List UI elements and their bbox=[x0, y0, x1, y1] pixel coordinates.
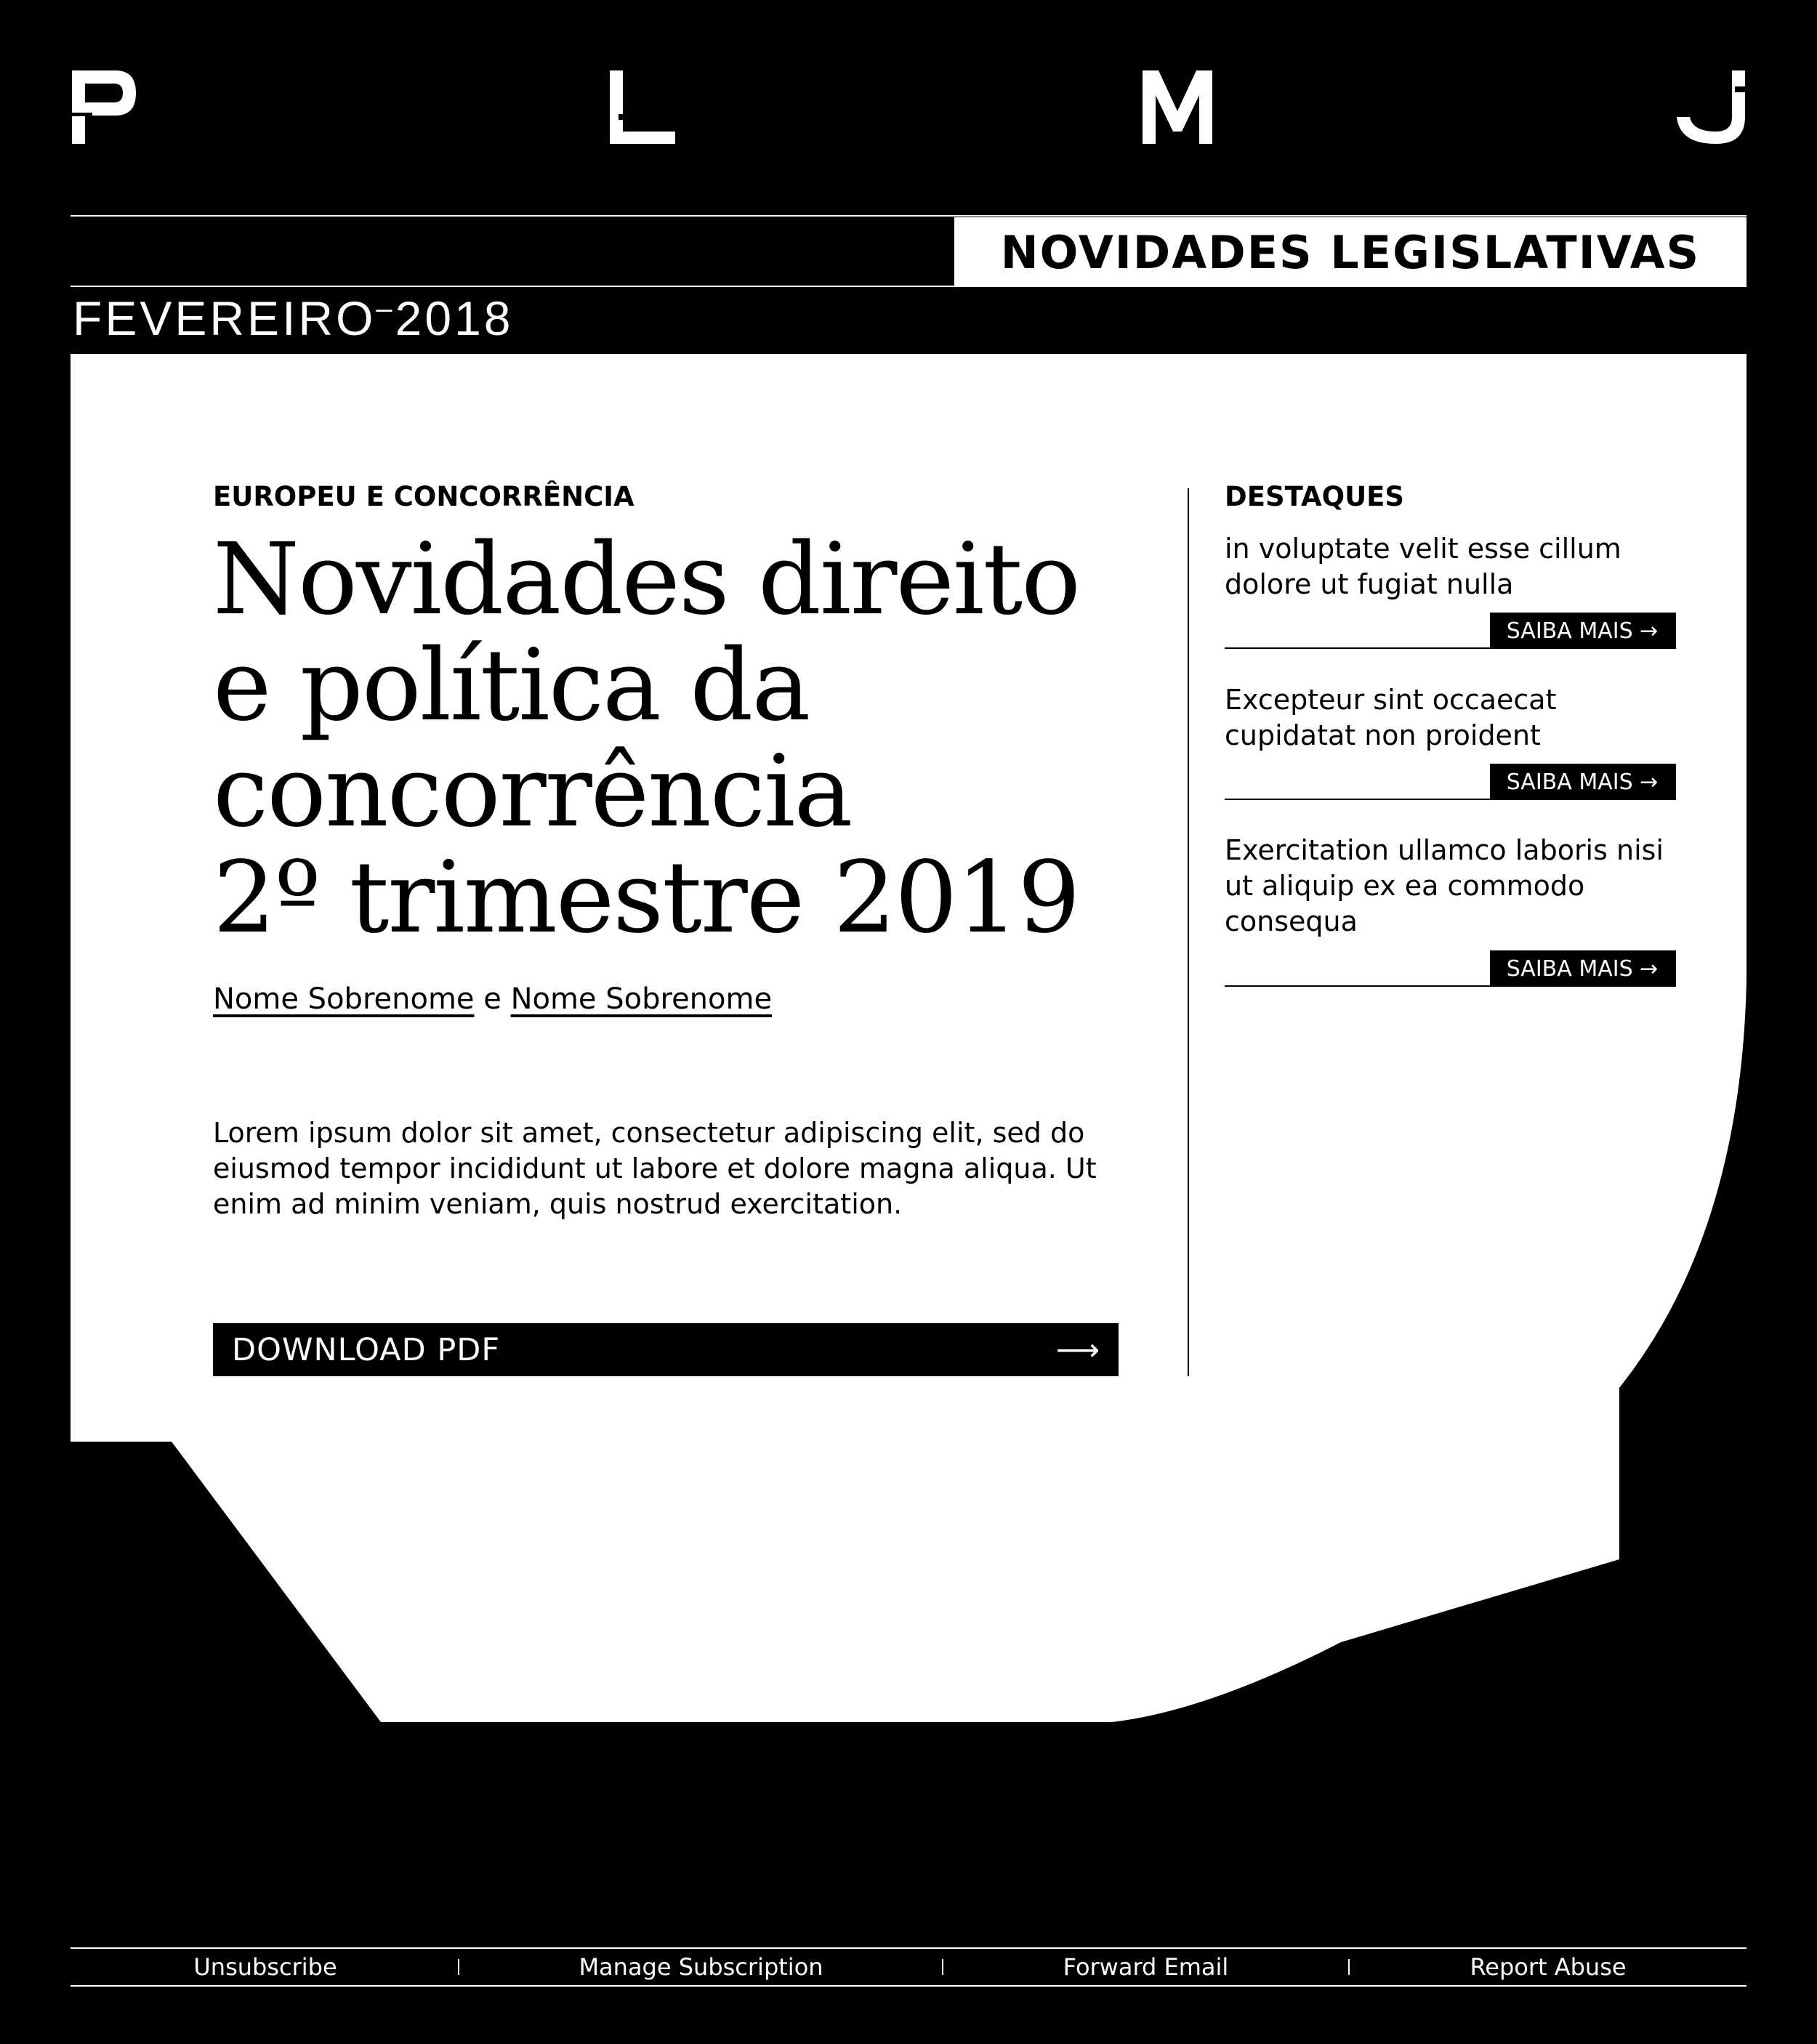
logo-letter-p bbox=[70, 69, 143, 145]
report-abuse-link[interactable]: Report Abuse bbox=[1470, 1953, 1627, 1981]
article-authors bbox=[213, 982, 772, 1016]
manage-subscription-link[interactable]: Manage Subscription bbox=[579, 1953, 823, 1981]
logo-letter-m bbox=[1141, 69, 1214, 145]
destaque-footer bbox=[1225, 764, 1676, 800]
email-footer bbox=[70, 1947, 1747, 1987]
issue-date bbox=[73, 291, 513, 346]
header-rule-top bbox=[70, 215, 1747, 217]
logo-letter-j bbox=[1674, 69, 1747, 145]
download-pdf-label: DOWNLOAD PDF bbox=[232, 1331, 501, 1368]
issue-year: 2018 bbox=[395, 291, 514, 345]
saiba-mais-button[interactable]: SAIBA MAIS → bbox=[1490, 764, 1676, 800]
destaque-item bbox=[1225, 682, 1676, 800]
headline-line: Novidades direito bbox=[213, 522, 1079, 637]
saiba-mais-button[interactable]: SAIBA MAIS → bbox=[1490, 950, 1676, 987]
destaque-text: Exercitation ullamco laboris nisi ut aliquip ex ea commodo consequa bbox=[1225, 834, 1664, 937]
destaque-text: Excepteur sint occaecat cupidatat non proident bbox=[1225, 684, 1557, 751]
article-body: Lorem ipsum dolor sit amet, consectetur adipiscing elit, sed do eiusmod tempor incididunt ut labore et dolore magna aliqua. Ut enim ad minim veniam, quis nostrud exercitation. bbox=[213, 1117, 1097, 1220]
section-title: NOVIDADES LEGISLATIVAS bbox=[1000, 225, 1701, 279]
author-join: e bbox=[483, 982, 501, 1016]
arrow-right-icon: ⟶ bbox=[1055, 1333, 1100, 1367]
article-headline bbox=[213, 522, 1158, 956]
footer-separator bbox=[458, 1959, 459, 1975]
logo-letter-l bbox=[608, 69, 681, 145]
headline-line: e política da bbox=[213, 629, 810, 743]
saiba-mais-button[interactable]: SAIBA MAIS → bbox=[1490, 613, 1676, 649]
destaque-text: in voluptate velit esse cillum dolore ut fugiat nulla bbox=[1225, 533, 1621, 600]
download-pdf-button[interactable] bbox=[213, 1323, 1119, 1376]
article-category: EUROPEU E CONCORRÊNCIA bbox=[213, 481, 634, 512]
headline-line: concorrência bbox=[213, 735, 852, 849]
forward-email-link[interactable]: Forward Email bbox=[1063, 1953, 1229, 1981]
unsubscribe-link[interactable]: Unsubscribe bbox=[193, 1953, 337, 1981]
column-divider bbox=[1188, 488, 1189, 1376]
issue-date-separator: – bbox=[376, 293, 395, 325]
section-title-box bbox=[954, 217, 1747, 287]
issue-month: FEVEREIRO bbox=[73, 291, 376, 345]
author-link[interactable]: Nome Sobrenome bbox=[213, 982, 475, 1016]
destaques-title: DESTAQUES bbox=[1225, 481, 1405, 512]
destaque-item bbox=[1225, 833, 1676, 987]
headline-line: 2º trimestre 2019 bbox=[213, 841, 1079, 956]
destaque-item bbox=[1225, 531, 1676, 649]
author-link[interactable]: Nome Sobrenome bbox=[510, 982, 773, 1016]
destaque-footer bbox=[1225, 950, 1676, 987]
plmj-logo[interactable] bbox=[70, 69, 1747, 145]
destaque-footer bbox=[1225, 613, 1676, 649]
